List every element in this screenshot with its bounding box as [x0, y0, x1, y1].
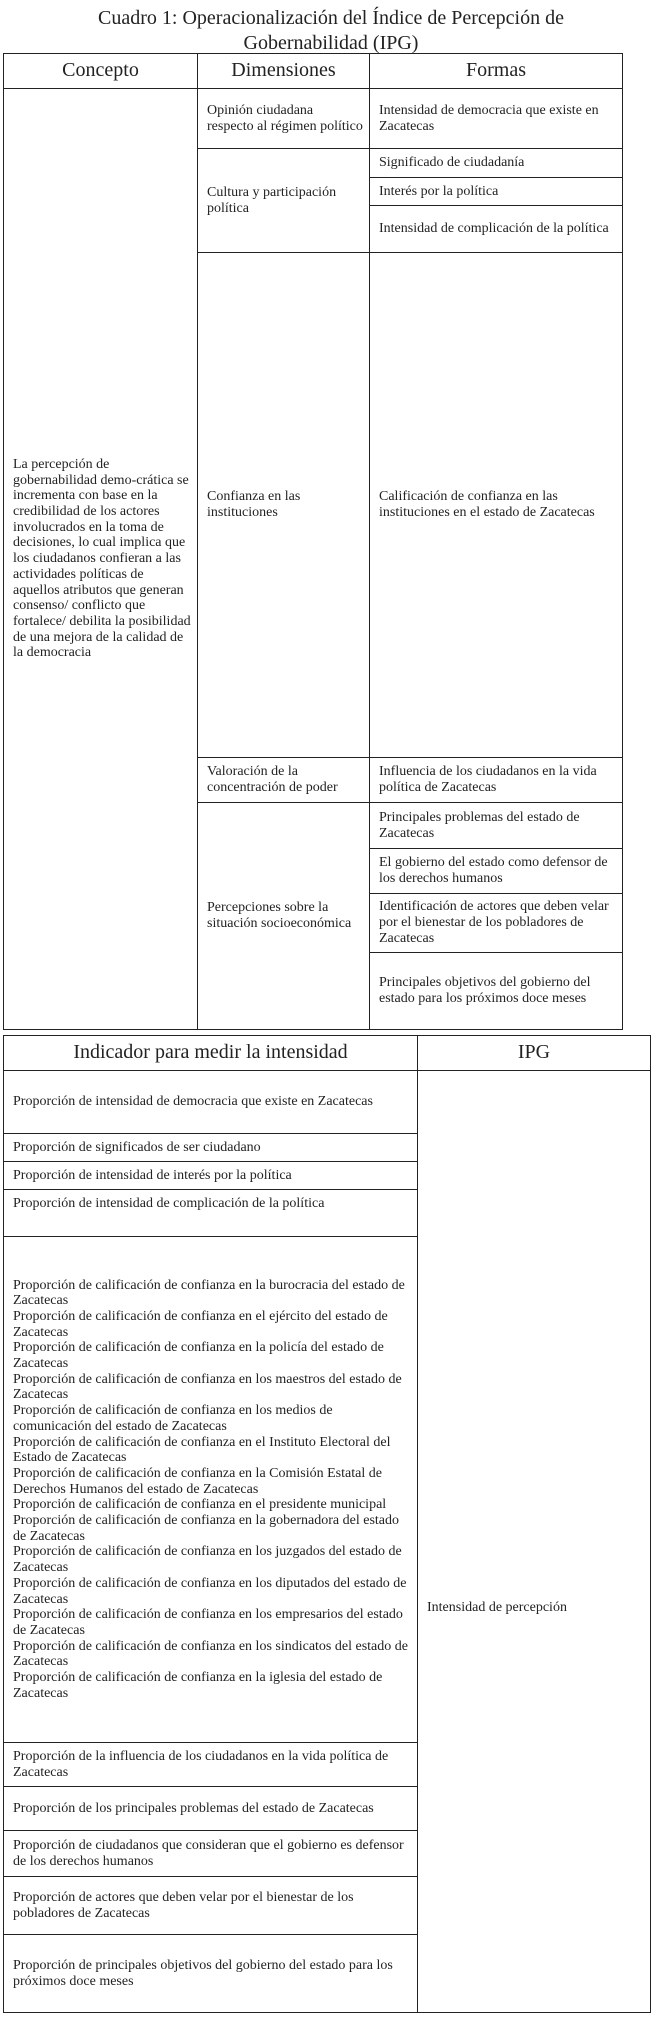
confianza-indicator-item: Proporción de calificación de confianza en el presidente municipal: [13, 1497, 387, 1513]
confianza-indicator-item: Proporción de calificación de confianza en los empresarios del estado de Zacatecas: [13, 1607, 403, 1638]
dimension-cultura: Cultura y participación política: [197, 148, 370, 253]
concepto-cell: La percepción de gobernabilidad demo-crática se incrementa con base en la credibilidad de los actores involucrados en la toma de decisiones, lo cual implica que los ciudadanos confieran a las actividades políticas de aquellos atributos que generan consenso/ conflicto que fortalece/ debilita la posibilidad de una mejora de la calidad de la democracia: [3, 88, 198, 1030]
table-title-line-2: Gobernabilidad (IPG): [243, 32, 419, 54]
dimension-confianza: Confianza en las instituciones: [197, 252, 370, 758]
header-ipg: IPG: [417, 1035, 651, 1071]
indicator-row: Proporción de los principales problemas del estado de Zacatecas: [3, 1786, 418, 1831]
indicator-row: Proporción de actores que deben velar por el bienestar de los pobladores de Zacatecas: [3, 1876, 418, 1935]
forma-cell: Identificación de actores que deben velar por el bienestar de los pobladores de Zacatecas: [369, 893, 623, 953]
indicator-row: Proporción de la influencia de los ciudadanos en la vida política de Zacatecas: [3, 1742, 418, 1787]
indicator-row: Proporción de intensidad de complicación de la política: [3, 1189, 418, 1237]
forma-cell: Influencia de los ciudadanos en la vida política de Zacatecas: [369, 757, 623, 803]
confianza-indicator-item: Proporción de calificación de confianza en la policía del estado de Zacatecas: [13, 1340, 384, 1372]
confianza-indicator-item: Proporción de calificación de confianza en la gobernadora del estado de Zacatecas: [13, 1513, 399, 1544]
forma-cell: Intensidad de democracia que existe en Zacatecas: [369, 88, 623, 149]
confianza-indicator-item: Proporción de calificación de confianza en los medios de comunicación del estado de Zacatecas: [13, 1403, 333, 1434]
indicator-row-confianza: [3, 1236, 418, 1743]
ipg-cell: Intensidad de percepción: [417, 1070, 651, 2013]
forma-cell: El gobierno del estado como defensor de los derechos humanos: [369, 848, 623, 894]
header-concepto: Concepto: [3, 53, 198, 89]
confianza-indicator-item: Proporción de calificación de confianza en la Comisión Estatal de Derechos Humanos del estado de Zacatecas: [13, 1465, 382, 1497]
dimension-opinion: Opinión ciudadana respecto al régimen político: [197, 88, 370, 149]
indicator-row: Proporción de ciudadanos que consideran que el gobierno es defensor de los derechos humanos: [3, 1830, 418, 1877]
confianza-indicator-item: Proporción de calificación de confianza en la burocracia del estado de Zacatecas: [13, 1277, 405, 1309]
table-title-line-1: Cuadro 1: Operacionalización del Índice de Percepción de: [98, 7, 564, 29]
header-dimensiones: Dimensiones: [197, 53, 370, 89]
header-indicador: Indicador para medir la intensidad: [3, 1035, 418, 1071]
confianza-indicator-list: [13, 1278, 411, 1702]
forma-cell: Interés por la política: [369, 177, 623, 206]
dimension-valoracion: Valoración de la concentración de poder: [197, 757, 370, 803]
forma-cell: Significado de ciudadanía: [369, 148, 623, 178]
forma-cell: Intensidad de complicación de la política: [369, 205, 623, 253]
confianza-indicator-item: Proporción de calificación de confianza en el Instituto Electoral del Estado de Zacatecas: [13, 1434, 391, 1466]
header-formas: Formas: [369, 53, 623, 89]
indicator-row: Proporción de significados de ser ciudadano: [3, 1133, 418, 1162]
confianza-indicator-item: Proporción de calificación de confianza en los sindicatos del estado de Zacatecas: [13, 1638, 408, 1670]
confianza-indicator-item: Proporción de calificación de confianza en los juzgados del estado de Zacatecas: [13, 1544, 402, 1576]
forma-cell: Principales problemas del estado de Zacatecas: [369, 802, 623, 849]
dimension-percepciones: Percepciones sobre la situación socioeconómica: [197, 802, 370, 1030]
indicator-row: Proporción de intensidad de interés por la política: [3, 1161, 418, 1190]
forma-cell: Principales objetivos del gobierno del estado para los próximos doce meses: [369, 952, 623, 1030]
indicator-row: Proporción de intensidad de democracia que existe en Zacatecas: [3, 1070, 418, 1134]
indicator-row: Proporción de principales objetivos del gobierno del estado para los próximos doce meses: [3, 1934, 418, 2013]
confianza-indicator-item: Proporción de calificación de confianza en los maestros del estado de Zacatecas: [13, 1371, 402, 1403]
confianza-indicator-item: Proporción de calificación de confianza en los diputados del estado de Zacatecas: [13, 1575, 407, 1607]
confianza-indicator-item: Proporción de calificación de confianza en el ejército del estado de Zacatecas: [13, 1308, 388, 1340]
confianza-indicator-item: Proporción de calificación de confianza en la iglesia del estado de Zacatecas: [13, 1670, 383, 1701]
forma-cell: Calificación de confianza en las instituciones en el estado de Zacatecas: [369, 252, 623, 758]
